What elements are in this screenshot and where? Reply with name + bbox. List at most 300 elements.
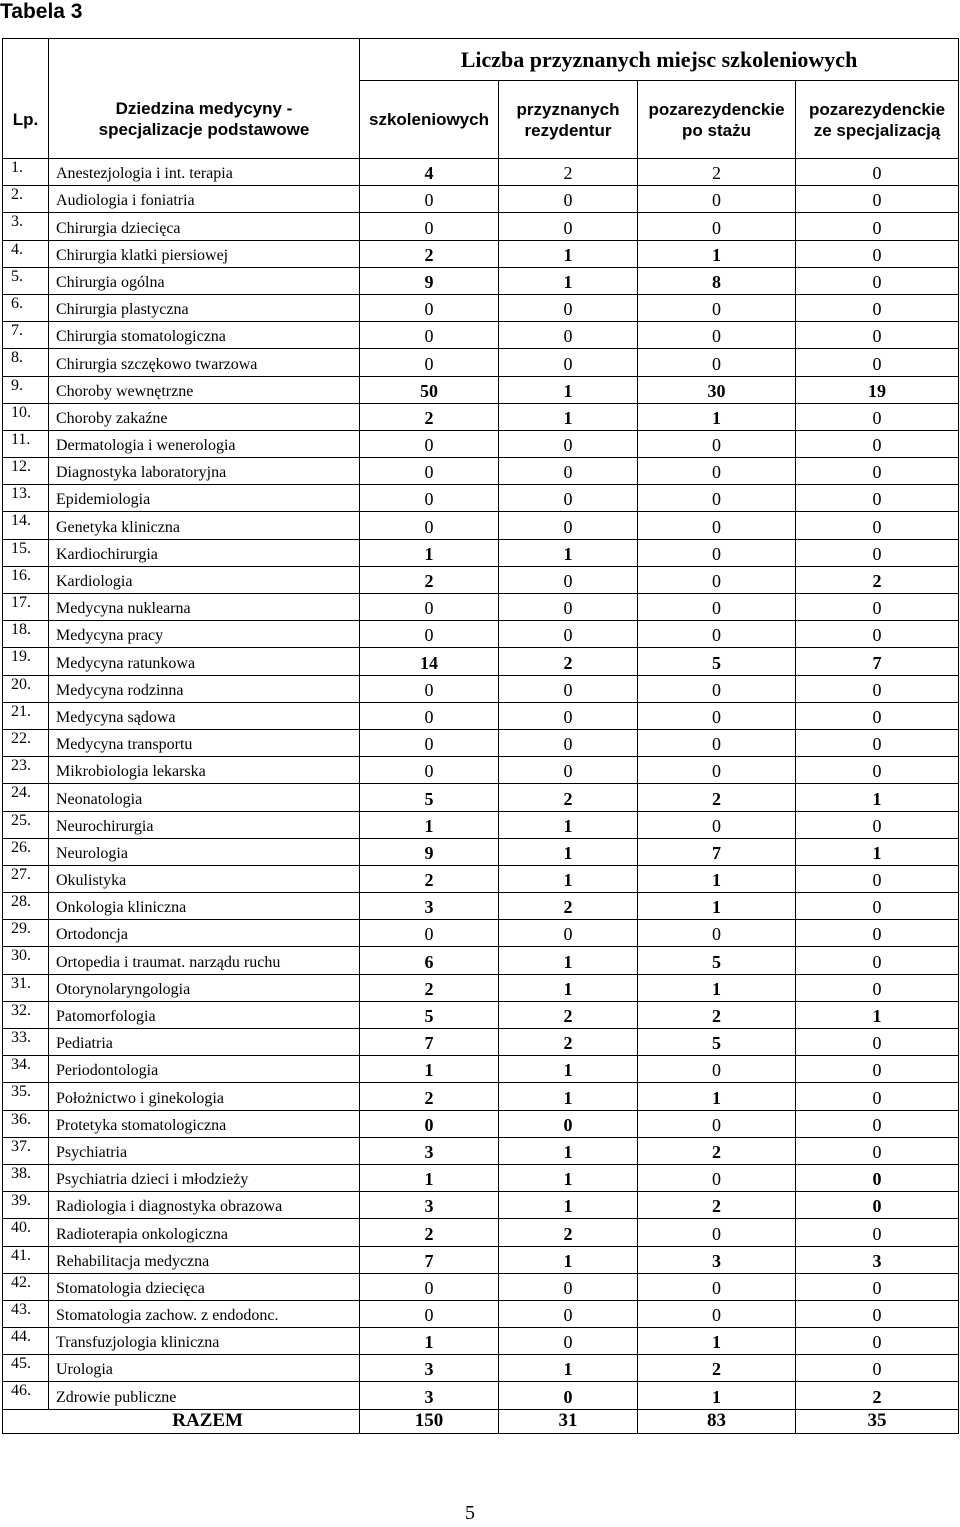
count-cell: 0 bbox=[796, 621, 959, 648]
count-cell: 0 bbox=[638, 920, 796, 947]
count-cell: 0 bbox=[638, 1164, 796, 1191]
count-cell: 1 bbox=[499, 947, 638, 974]
row-number: 14. bbox=[3, 512, 49, 539]
count-cell: 0 bbox=[499, 1328, 638, 1355]
table-row bbox=[3, 702, 959, 729]
count-cell: 0 bbox=[638, 213, 796, 240]
count-cell: 2 bbox=[360, 865, 499, 892]
specialization-name: Protetyka stomatologiczna bbox=[49, 1110, 360, 1137]
dziedzina-header-top bbox=[49, 39, 360, 81]
count-cell: 0 bbox=[638, 349, 796, 376]
row-number: 35. bbox=[3, 1083, 49, 1110]
count-cell: 0 bbox=[638, 512, 796, 539]
count-cell: 1 bbox=[499, 1246, 638, 1273]
total-value: 150 bbox=[360, 1409, 499, 1433]
specialization-name: Transfuzjologia kliniczna bbox=[49, 1328, 360, 1355]
count-cell: 0 bbox=[796, 349, 959, 376]
count-cell: 0 bbox=[796, 1273, 959, 1300]
count-cell: 3 bbox=[360, 1192, 499, 1219]
count-cell: 1 bbox=[499, 865, 638, 892]
specialization-name: Urologia bbox=[49, 1355, 360, 1382]
row-number: 11. bbox=[3, 430, 49, 457]
table-row bbox=[3, 729, 959, 756]
specialization-name: Okulistyka bbox=[49, 865, 360, 892]
count-cell: 0 bbox=[638, 729, 796, 756]
row-number: 31. bbox=[3, 974, 49, 1001]
count-cell: 50 bbox=[360, 376, 499, 403]
specialization-name: Chirurgia plastyczna bbox=[49, 294, 360, 321]
total-value: 31 bbox=[499, 1409, 638, 1433]
count-cell: 0 bbox=[638, 458, 796, 485]
count-cell: 1 bbox=[360, 1328, 499, 1355]
total-label: RAZEM bbox=[3, 1409, 360, 1433]
count-cell: 19 bbox=[796, 376, 959, 403]
count-cell: 0 bbox=[638, 539, 796, 566]
table-row bbox=[3, 1192, 959, 1219]
row-number: 15. bbox=[3, 539, 49, 566]
col-rezydentur-line2: rezydentur bbox=[524, 120, 612, 140]
table-row bbox=[3, 240, 959, 267]
count-cell: 2 bbox=[638, 159, 796, 186]
count-cell: 0 bbox=[796, 757, 959, 784]
table-row bbox=[3, 1382, 959, 1409]
table-row bbox=[3, 322, 959, 349]
row-number: 18. bbox=[3, 621, 49, 648]
row-number: 22. bbox=[3, 729, 49, 756]
count-cell: 0 bbox=[499, 294, 638, 321]
count-cell: 0 bbox=[638, 186, 796, 213]
count-cell: 1 bbox=[638, 974, 796, 1001]
count-cell: 0 bbox=[638, 430, 796, 457]
specialization-name: Medycyna sądowa bbox=[49, 702, 360, 729]
row-number: 24. bbox=[3, 784, 49, 811]
count-cell: 30 bbox=[638, 376, 796, 403]
count-cell: 1 bbox=[499, 974, 638, 1001]
table-row bbox=[3, 974, 959, 1001]
count-cell: 0 bbox=[638, 485, 796, 512]
count-cell: 2 bbox=[796, 566, 959, 593]
count-cell: 1 bbox=[499, 1192, 638, 1219]
table-row bbox=[3, 186, 959, 213]
count-cell: 1 bbox=[796, 784, 959, 811]
count-cell: 2 bbox=[638, 1192, 796, 1219]
dziedzina-header bbox=[49, 81, 360, 159]
specialization-name: Neurochirurgia bbox=[49, 811, 360, 838]
specialization-name: Położnictwo i ginekologia bbox=[49, 1083, 360, 1110]
count-cell: 0 bbox=[796, 1137, 959, 1164]
count-cell: 0 bbox=[638, 675, 796, 702]
count-cell: 1 bbox=[499, 1056, 638, 1083]
table-row bbox=[3, 594, 959, 621]
count-cell: 0 bbox=[796, 322, 959, 349]
count-cell: 1 bbox=[499, 1164, 638, 1191]
table-row bbox=[3, 648, 959, 675]
table-row bbox=[3, 1083, 959, 1110]
count-cell: 14 bbox=[360, 648, 499, 675]
count-cell: 1 bbox=[796, 838, 959, 865]
count-cell: 2 bbox=[796, 1382, 959, 1409]
count-cell: 1 bbox=[638, 865, 796, 892]
count-cell: 0 bbox=[499, 675, 638, 702]
count-cell: 5 bbox=[360, 784, 499, 811]
row-number: 2. bbox=[3, 186, 49, 213]
specialization-name: Medycyna nuklearna bbox=[49, 594, 360, 621]
table-row bbox=[3, 811, 959, 838]
row-number: 37. bbox=[3, 1137, 49, 1164]
count-cell: 0 bbox=[796, 947, 959, 974]
count-cell: 3 bbox=[360, 893, 499, 920]
count-cell: 7 bbox=[360, 1029, 499, 1056]
table-row bbox=[3, 1273, 959, 1300]
count-cell: 3 bbox=[638, 1246, 796, 1273]
row-number: 5. bbox=[3, 267, 49, 294]
specialization-name: Radioterapia onkologiczna bbox=[49, 1219, 360, 1246]
row-number: 10. bbox=[3, 403, 49, 430]
row-number: 6. bbox=[3, 294, 49, 321]
count-cell: 1 bbox=[499, 838, 638, 865]
col-po-stazu-line2: po stażu bbox=[682, 120, 751, 140]
table-row bbox=[3, 1110, 959, 1137]
count-cell: 2 bbox=[638, 1355, 796, 1382]
count-cell: 0 bbox=[499, 757, 638, 784]
specialization-name: Medycyna rodzinna bbox=[49, 675, 360, 702]
count-cell: 0 bbox=[638, 811, 796, 838]
count-cell: 0 bbox=[638, 621, 796, 648]
count-cell: 0 bbox=[360, 1300, 499, 1327]
count-cell: 0 bbox=[796, 1355, 959, 1382]
table-row bbox=[3, 675, 959, 702]
table-row bbox=[3, 1029, 959, 1056]
count-cell: 0 bbox=[796, 1110, 959, 1137]
table-row bbox=[3, 920, 959, 947]
count-cell: 0 bbox=[360, 458, 499, 485]
count-cell: 0 bbox=[796, 1056, 959, 1083]
specialization-name: Ortopedia i traumat. narządu ruchu bbox=[49, 947, 360, 974]
specialization-name: Dermatologia i wenerologia bbox=[49, 430, 360, 457]
specialization-name: Chirurgia ogólna bbox=[49, 267, 360, 294]
row-number: 3. bbox=[3, 213, 49, 240]
count-cell: 0 bbox=[360, 430, 499, 457]
row-number: 33. bbox=[3, 1029, 49, 1056]
col-ze-specjalizacja-header bbox=[796, 81, 959, 159]
row-number: 17. bbox=[3, 594, 49, 621]
count-cell: 0 bbox=[796, 865, 959, 892]
count-cell: 2 bbox=[499, 1219, 638, 1246]
count-cell: 1 bbox=[638, 1083, 796, 1110]
row-number: 23. bbox=[3, 757, 49, 784]
count-cell: 0 bbox=[796, 430, 959, 457]
table-row bbox=[3, 539, 959, 566]
count-cell: 0 bbox=[360, 920, 499, 947]
col-po-stazu-line1: pozarezydenckie bbox=[648, 99, 785, 119]
table-row bbox=[3, 159, 959, 186]
count-cell: 0 bbox=[796, 920, 959, 947]
count-cell: 1 bbox=[499, 376, 638, 403]
specialization-name: Stomatologia dziecięca bbox=[49, 1273, 360, 1300]
count-cell: 7 bbox=[796, 648, 959, 675]
count-cell: 0 bbox=[796, 1328, 959, 1355]
row-number: 32. bbox=[3, 1001, 49, 1028]
specialization-name: Otorynolaryngologia bbox=[49, 974, 360, 1001]
table-row bbox=[3, 621, 959, 648]
count-cell: 0 bbox=[638, 1300, 796, 1327]
count-cell: 1 bbox=[499, 403, 638, 430]
count-cell: 2 bbox=[499, 159, 638, 186]
count-cell: 0 bbox=[499, 1273, 638, 1300]
count-cell: 0 bbox=[360, 349, 499, 376]
count-cell: 1 bbox=[499, 1083, 638, 1110]
row-number: 39. bbox=[3, 1192, 49, 1219]
count-cell: 3 bbox=[360, 1382, 499, 1409]
count-cell: 2 bbox=[360, 566, 499, 593]
count-cell: 0 bbox=[796, 240, 959, 267]
count-cell: 2 bbox=[638, 1001, 796, 1028]
count-cell: 0 bbox=[796, 974, 959, 1001]
count-cell: 2 bbox=[499, 893, 638, 920]
row-number: 25. bbox=[3, 811, 49, 838]
table-title: Tabela 3 bbox=[0, 0, 83, 23]
table-row bbox=[3, 1164, 959, 1191]
count-cell: 0 bbox=[499, 594, 638, 621]
table-row bbox=[3, 1328, 959, 1355]
specialization-name: Medycyna ratunkowa bbox=[49, 648, 360, 675]
count-cell: 0 bbox=[360, 729, 499, 756]
col-rezydentur-line1: przyznanych bbox=[516, 99, 620, 119]
count-cell: 0 bbox=[796, 539, 959, 566]
count-cell: 7 bbox=[638, 838, 796, 865]
specialization-name: Mikrobiologia lekarska bbox=[49, 757, 360, 784]
count-cell: 0 bbox=[360, 757, 499, 784]
specialization-name: Zdrowie publiczne bbox=[49, 1382, 360, 1409]
table-row bbox=[3, 757, 959, 784]
table-row bbox=[3, 485, 959, 512]
count-cell: 1 bbox=[638, 893, 796, 920]
count-cell: 0 bbox=[360, 186, 499, 213]
count-cell: 0 bbox=[638, 757, 796, 784]
row-number: 27. bbox=[3, 865, 49, 892]
count-cell: 0 bbox=[499, 349, 638, 376]
count-cell: 0 bbox=[796, 702, 959, 729]
total-value: 83 bbox=[638, 1409, 796, 1433]
row-number: 46. bbox=[3, 1382, 49, 1409]
count-cell: 1 bbox=[499, 1137, 638, 1164]
table-row bbox=[3, 267, 959, 294]
specialization-name: Audiologia i foniatria bbox=[49, 186, 360, 213]
table-row bbox=[3, 458, 959, 485]
table-row bbox=[3, 1355, 959, 1382]
table-row bbox=[3, 430, 959, 457]
count-cell: 1 bbox=[499, 1355, 638, 1382]
count-cell: 0 bbox=[360, 675, 499, 702]
specialization-name: Kardiologia bbox=[49, 566, 360, 593]
count-cell: 0 bbox=[796, 1083, 959, 1110]
count-cell: 2 bbox=[499, 784, 638, 811]
count-cell: 0 bbox=[499, 186, 638, 213]
count-cell: 1 bbox=[499, 811, 638, 838]
count-cell: 0 bbox=[360, 294, 499, 321]
count-cell: 0 bbox=[499, 485, 638, 512]
specialization-name: Chirurgia szczękowo twarzowa bbox=[49, 349, 360, 376]
count-cell: 1 bbox=[360, 811, 499, 838]
count-cell: 0 bbox=[499, 322, 638, 349]
count-cell: 0 bbox=[499, 1300, 638, 1327]
count-cell: 0 bbox=[499, 458, 638, 485]
count-cell: 5 bbox=[360, 1001, 499, 1028]
total-row bbox=[3, 1409, 959, 1433]
count-cell: 2 bbox=[499, 1001, 638, 1028]
specialization-name: Ortodoncja bbox=[49, 920, 360, 947]
count-cell: 0 bbox=[360, 512, 499, 539]
row-number: 44. bbox=[3, 1328, 49, 1355]
count-cell: 0 bbox=[796, 811, 959, 838]
row-number: 38. bbox=[3, 1164, 49, 1191]
count-cell: 0 bbox=[360, 702, 499, 729]
table-row bbox=[3, 1001, 959, 1028]
row-number: 36. bbox=[3, 1110, 49, 1137]
count-cell: 0 bbox=[360, 1273, 499, 1300]
count-cell: 0 bbox=[499, 512, 638, 539]
row-number: 9. bbox=[3, 376, 49, 403]
specialization-name: Medycyna pracy bbox=[49, 621, 360, 648]
col-szkoleniowych-header: szkoleniowych bbox=[360, 81, 499, 159]
count-cell: 0 bbox=[499, 702, 638, 729]
row-number: 42. bbox=[3, 1273, 49, 1300]
count-cell: 0 bbox=[796, 1164, 959, 1191]
count-cell: 2 bbox=[638, 1137, 796, 1164]
lp-header: Lp. bbox=[3, 81, 49, 159]
specialization-name: Chirurgia stomatologiczna bbox=[49, 322, 360, 349]
count-cell: 0 bbox=[638, 1219, 796, 1246]
count-cell: 1 bbox=[360, 1056, 499, 1083]
count-cell: 0 bbox=[499, 1110, 638, 1137]
count-cell: 0 bbox=[499, 1382, 638, 1409]
count-cell: 1 bbox=[360, 1164, 499, 1191]
row-number: 12. bbox=[3, 458, 49, 485]
table-row bbox=[3, 213, 959, 240]
count-cell: 0 bbox=[360, 594, 499, 621]
count-cell: 0 bbox=[360, 621, 499, 648]
col-ze-specjalizacja-line1: pozarezydenckie bbox=[808, 99, 946, 119]
table-body bbox=[3, 159, 959, 1410]
table-row bbox=[3, 1219, 959, 1246]
count-cell: 0 bbox=[499, 621, 638, 648]
count-cell: 0 bbox=[360, 485, 499, 512]
specialization-name: Choroby wewnętrzne bbox=[49, 376, 360, 403]
count-cell: 0 bbox=[796, 1029, 959, 1056]
count-cell: 0 bbox=[796, 594, 959, 621]
count-cell: 6 bbox=[360, 947, 499, 974]
specialization-name: Chirurgia dziecięca bbox=[49, 213, 360, 240]
count-cell: 0 bbox=[638, 1273, 796, 1300]
count-cell: 1 bbox=[499, 240, 638, 267]
count-cell: 1 bbox=[638, 1328, 796, 1355]
specialization-name: Epidemiologia bbox=[49, 485, 360, 512]
count-cell: 0 bbox=[796, 1300, 959, 1327]
specialization-name: Neonatologia bbox=[49, 784, 360, 811]
count-cell: 1 bbox=[360, 539, 499, 566]
row-number: 29. bbox=[3, 920, 49, 947]
count-cell: 0 bbox=[499, 566, 638, 593]
count-cell: 7 bbox=[360, 1246, 499, 1273]
count-cell: 8 bbox=[638, 267, 796, 294]
count-cell: 1 bbox=[796, 1001, 959, 1028]
table-row bbox=[3, 893, 959, 920]
count-cell: 0 bbox=[796, 729, 959, 756]
lp-header-top bbox=[3, 39, 49, 81]
row-number: 34. bbox=[3, 1056, 49, 1083]
count-cell: 0 bbox=[796, 186, 959, 213]
specialization-name: Psychiatria bbox=[49, 1137, 360, 1164]
specialization-name: Genetyka kliniczna bbox=[49, 512, 360, 539]
count-cell: 0 bbox=[796, 893, 959, 920]
specialization-name: Chirurgia klatki piersiowej bbox=[49, 240, 360, 267]
count-cell: 2 bbox=[360, 403, 499, 430]
count-cell: 2 bbox=[360, 1219, 499, 1246]
count-cell: 9 bbox=[360, 838, 499, 865]
table-row bbox=[3, 403, 959, 430]
count-cell: 3 bbox=[360, 1355, 499, 1382]
row-number: 40. bbox=[3, 1219, 49, 1246]
count-cell: 0 bbox=[796, 294, 959, 321]
count-cell: 2 bbox=[499, 1029, 638, 1056]
row-number: 7. bbox=[3, 322, 49, 349]
count-cell: 0 bbox=[796, 403, 959, 430]
count-cell: 0 bbox=[796, 512, 959, 539]
row-number: 19. bbox=[3, 648, 49, 675]
count-cell: 3 bbox=[360, 1137, 499, 1164]
page-number: 5 bbox=[465, 1502, 475, 1524]
specialization-name: Rehabilitacja medyczna bbox=[49, 1246, 360, 1273]
count-cell: 9 bbox=[360, 267, 499, 294]
specialization-name: Stomatologia zachow. z endodonc. bbox=[49, 1300, 360, 1327]
count-cell: 0 bbox=[499, 920, 638, 947]
row-number: 4. bbox=[3, 240, 49, 267]
row-number: 41. bbox=[3, 1246, 49, 1273]
table-row bbox=[3, 838, 959, 865]
count-cell: 1 bbox=[638, 240, 796, 267]
row-number: 30. bbox=[3, 947, 49, 974]
count-cell: 0 bbox=[638, 1056, 796, 1083]
specialization-name: Diagnostyka laboratoryjna bbox=[49, 458, 360, 485]
specialization-name: Radiologia i diagnostyka obrazowa bbox=[49, 1192, 360, 1219]
row-number: 1. bbox=[3, 159, 49, 186]
count-cell: 2 bbox=[360, 974, 499, 1001]
count-cell: 5 bbox=[638, 648, 796, 675]
count-cell: 0 bbox=[638, 1110, 796, 1137]
table-row bbox=[3, 376, 959, 403]
count-cell: 2 bbox=[360, 1083, 499, 1110]
allocation-table bbox=[2, 38, 959, 1434]
count-cell: 2 bbox=[638, 784, 796, 811]
count-cell: 0 bbox=[638, 566, 796, 593]
table-row bbox=[3, 784, 959, 811]
specialization-name: Kardiochirurgia bbox=[49, 539, 360, 566]
table-row bbox=[3, 865, 959, 892]
count-cell: 0 bbox=[796, 213, 959, 240]
row-number: 16. bbox=[3, 566, 49, 593]
row-number: 28. bbox=[3, 893, 49, 920]
count-cell: 0 bbox=[638, 322, 796, 349]
count-cell: 0 bbox=[638, 702, 796, 729]
specialization-name: Neurologia bbox=[49, 838, 360, 865]
count-cell: 1 bbox=[499, 267, 638, 294]
count-cell: 0 bbox=[796, 675, 959, 702]
row-number: 43. bbox=[3, 1300, 49, 1327]
dziedzina-header-line2: specjalizacje podstawowe bbox=[98, 120, 310, 140]
table-row bbox=[3, 947, 959, 974]
total-value: 35 bbox=[796, 1409, 959, 1433]
count-cell: 0 bbox=[796, 458, 959, 485]
